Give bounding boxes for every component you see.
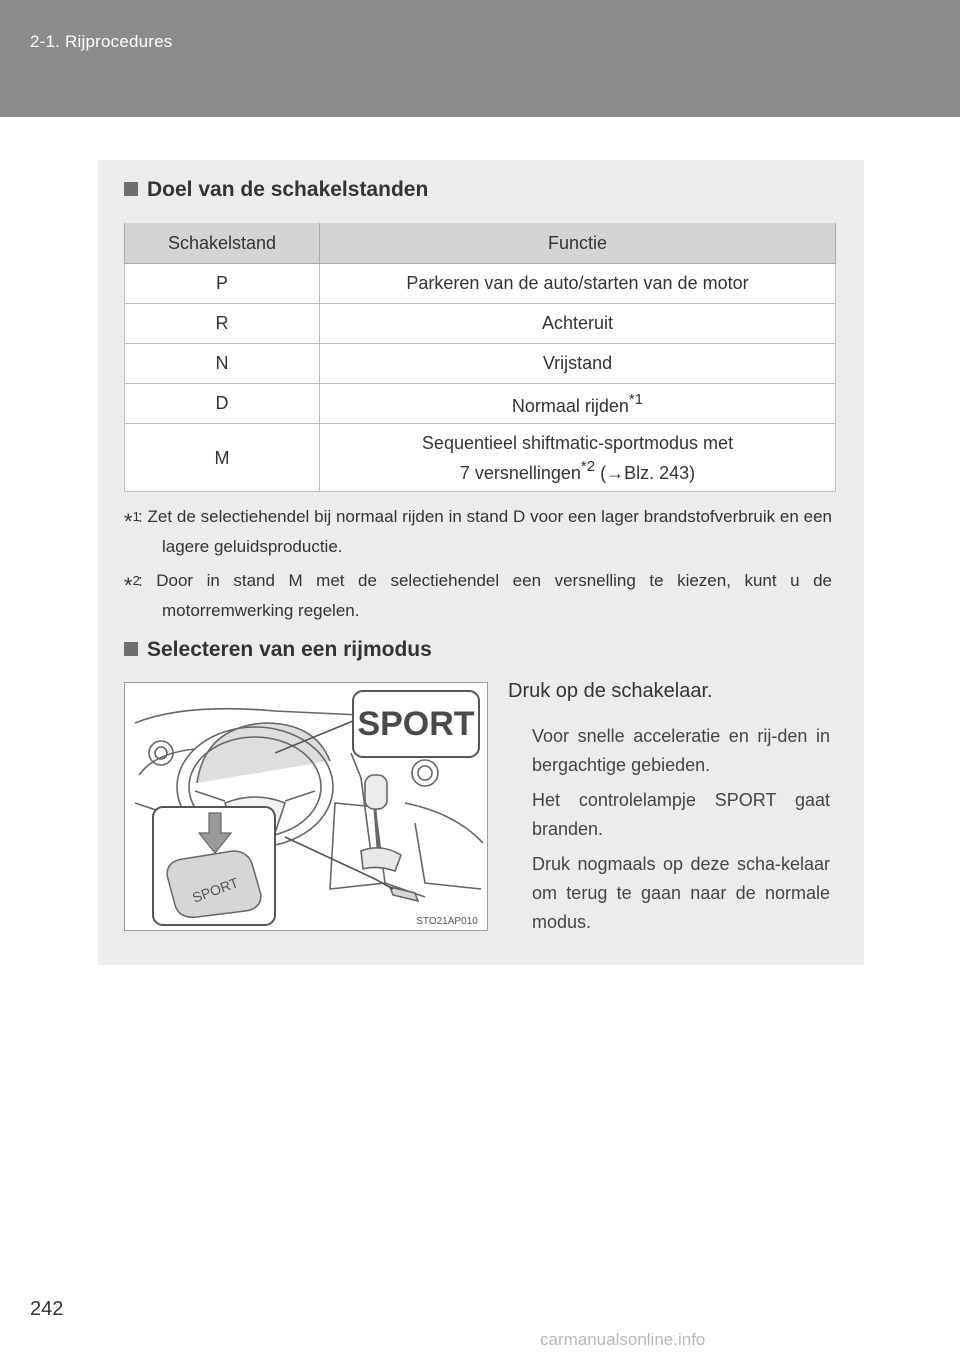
mode-paragraph-2: Het controlelampje SPORT gaat branden. [532, 790, 830, 839]
table-row [125, 384, 836, 424]
footnote-1-marker [124, 502, 140, 537]
function-cell [320, 384, 836, 424]
function-cell: Parkeren van de auto/starten van de motor [320, 264, 836, 304]
function-text: Normaal rijden [511, 395, 629, 416]
footnote-2-text: : Door in stand M met de selectiehendel een versnelling te kiezen, kunt u de motorremwerking regelen. [138, 571, 832, 620]
mode-paragraph-3: Druk nogmaals op deze scha-kelaar om terug te gaan naar de normale modus. [532, 854, 830, 932]
instruction-text: Druk op de schakelaar. [508, 680, 713, 702]
mode-heading-text: Selecteren van een rijmodus [147, 638, 432, 661]
square-bullet-icon [124, 642, 138, 656]
mode-paragraph-1: Voor snelle acceleratie en rij-den in bergachtige gebieden. [532, 726, 830, 775]
function-cell: Achteruit [320, 304, 836, 344]
table-row [125, 264, 836, 304]
function-cell: Vrijstand [320, 344, 836, 384]
page-number: 242 [30, 1298, 64, 1320]
column-header-position: Schakelstand [125, 223, 320, 264]
header-bar [0, 0, 960, 117]
footnote-asterisk: * [124, 509, 133, 534]
watermark: carmanualsonline.info [540, 1330, 706, 1349]
footnote-marker: *2 [580, 457, 596, 475]
purpose-heading [124, 178, 428, 202]
sport-switch-illustration [124, 682, 488, 931]
footnote-2-marker [124, 566, 140, 601]
purpose-heading-text: Doel van de schakelstanden [147, 178, 429, 201]
footnote-1 [124, 502, 832, 562]
table-header-row [125, 223, 836, 264]
sport-button-label: SPORT [190, 874, 241, 906]
table-row [125, 304, 836, 344]
footnote-2 [124, 566, 832, 626]
position-cell: D [125, 384, 320, 424]
footnote-number: 2 [132, 573, 140, 588]
square-bullet-icon [124, 182, 138, 196]
gear-position-table [124, 223, 836, 492]
footnote-1-text: : Zet de selectiehendel bij normaal rijden in stand D voor een lager brandstofverbruik en een lagere geluidsproductie. [138, 507, 832, 556]
footnote-number: 1 [132, 509, 140, 524]
section-title: 2-1. Rijprocedures [30, 32, 173, 51]
function-text-line2: 7 versnellingen [459, 462, 581, 483]
function-text-line1: Sequentieel shiftmatic-sportmodus met [421, 432, 734, 453]
table-row [125, 424, 836, 492]
footnote-marker: *1 [628, 390, 644, 408]
dashboard-drawing [125, 683, 487, 930]
position-cell: P [125, 264, 320, 304]
footnote-asterisk: * [124, 573, 133, 598]
image-code: STO21AP010 [416, 916, 478, 927]
sport-callout-label: SPORT [357, 705, 475, 743]
position-cell: M [125, 424, 320, 492]
function-cell [320, 424, 836, 492]
column-header-function: Functie [320, 223, 836, 264]
position-cell: N [125, 344, 320, 384]
mode-heading [124, 638, 432, 662]
position-cell: R [125, 304, 320, 344]
page-reference: (→Blz. 243) [600, 462, 696, 483]
table-row [125, 344, 836, 384]
